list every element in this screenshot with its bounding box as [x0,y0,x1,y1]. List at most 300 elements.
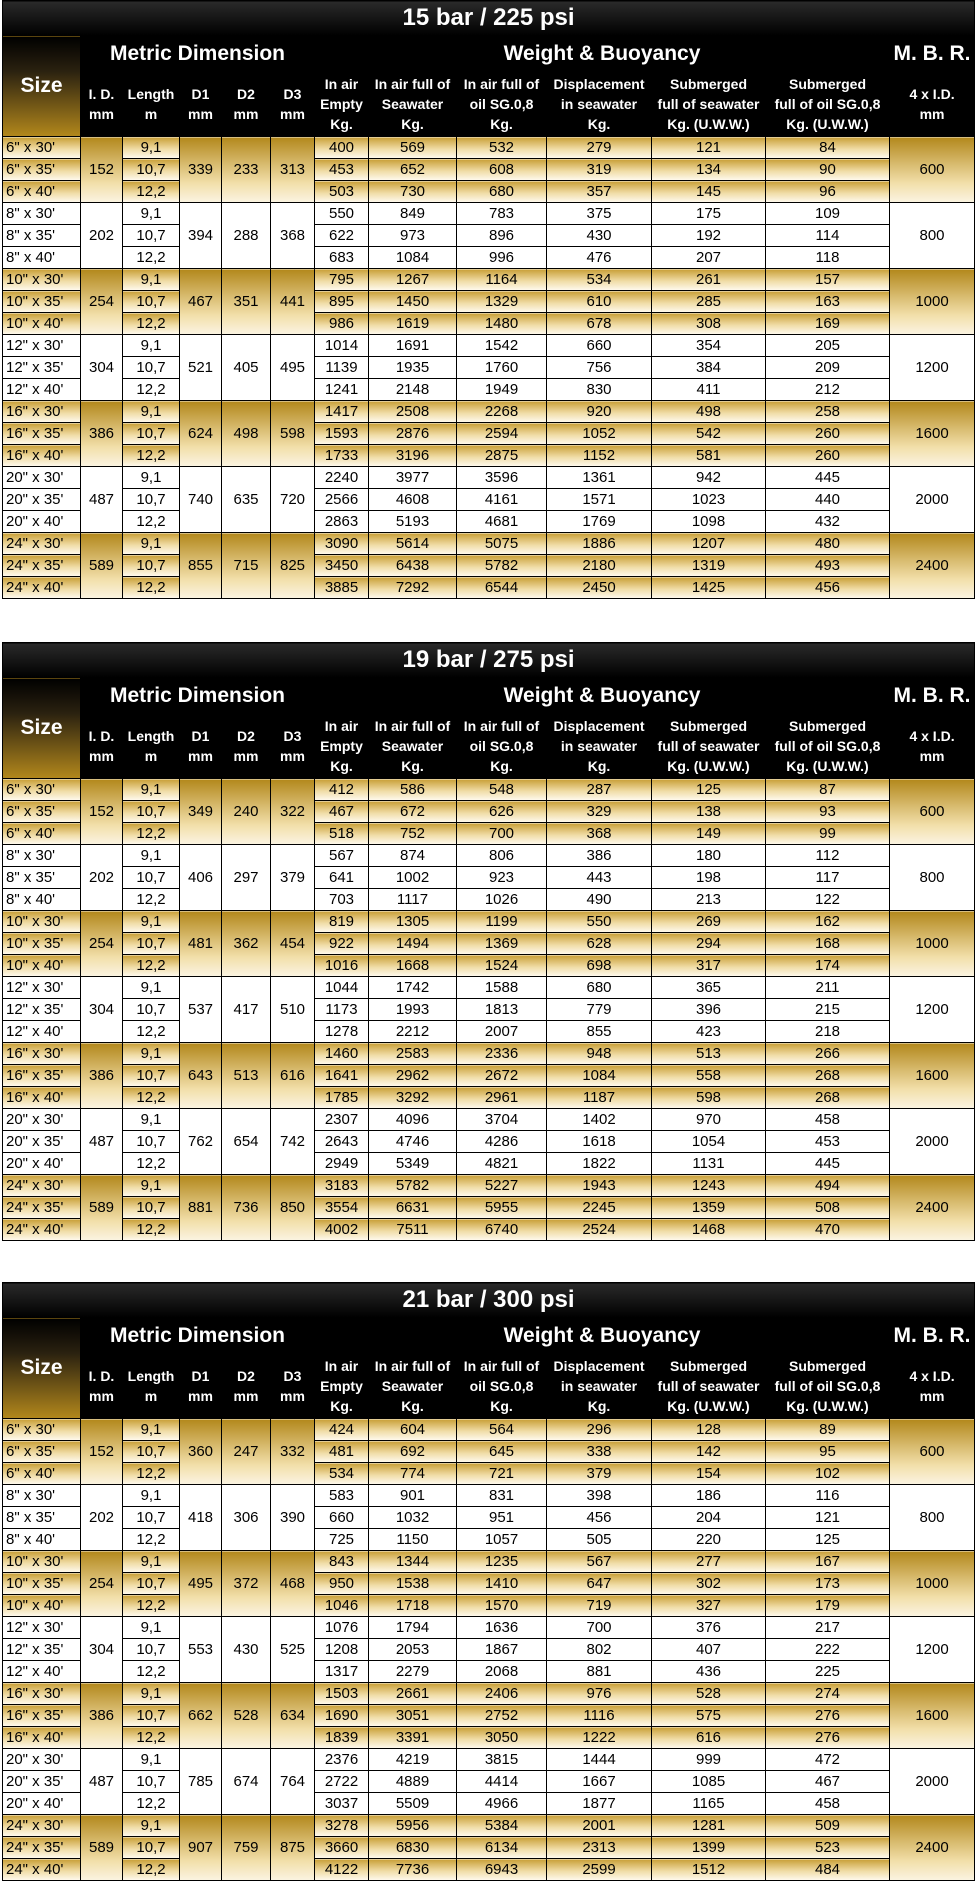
size-cell: 24" x 35' [3,1837,81,1859]
length-cell: 12,2 [123,313,180,335]
size-cell: 16" x 35' [3,1065,81,1087]
displacement-cell: 490 [547,889,652,911]
size-header: Size [3,678,81,779]
length-cell: 12,2 [123,445,180,467]
pressure-table [2,1282,975,1881]
in-air-seawater-cell: 6631 [369,1197,457,1219]
in-air-seawater-cell: 1619 [369,313,457,335]
submerged-oil-header-line: Submerged [788,76,866,92]
table-row [3,489,975,511]
column-header-row [3,1354,975,1419]
in-air-oil-cell: 1369 [457,933,547,955]
submerged-oil-cell: 87 [766,779,890,801]
submerged-seawater-cell: 142 [652,1441,766,1463]
in-air-seawater-cell: 3977 [369,467,457,489]
d3-cell: 332 [271,1419,315,1485]
in-air-oil-cell: 5384 [457,1815,547,1837]
size-cell: 16" x 30' [3,1683,81,1705]
column-header-row [3,72,975,137]
in-air-oil-cell: 5227 [457,1175,547,1197]
in-air-empty-cell: 467 [315,801,369,823]
size-cell: 6" x 35' [3,159,81,181]
submerged-seawater-header-line: Submerged [669,718,747,734]
in-air-seawater-cell: 3391 [369,1727,457,1749]
in-air-empty-cell: 1641 [315,1065,369,1087]
table-row [3,1507,975,1529]
inner-diameter-cell: 589 [81,1175,123,1241]
inner-diameter-cell: 589 [81,1815,123,1881]
table-row [3,1639,975,1661]
id-header-line: mm [89,106,114,122]
table-title: 15 bar / 225 psi [3,1,975,36]
displacement-cell: 279 [547,137,652,159]
submerged-oil-cell: 445 [766,467,890,489]
submerged-seawater-cell: 365 [652,977,766,999]
group-header-row [3,36,975,72]
in-air-seawater-cell: 730 [369,181,457,203]
submerged-oil-cell: 494 [766,1175,890,1197]
table-row [3,1595,975,1617]
in-air-oil-cell: 1867 [457,1639,547,1661]
in-air-seawater-cell: 4889 [369,1771,457,1793]
size-cell: 20" x 30' [3,1109,81,1131]
in-air-empty-cell: 2949 [315,1153,369,1175]
in-air-empty-cell: 795 [315,269,369,291]
size-cell: 24" x 40' [3,1859,81,1881]
displacement-cell: 660 [547,335,652,357]
length-header-line: Length [127,86,175,102]
d2-cell: 240 [222,779,271,845]
in-air-oil-cell: 1636 [457,1617,547,1639]
displacement-header [547,1354,652,1419]
displacement-cell: 550 [547,911,652,933]
submerged-oil-cell: 95 [766,1441,890,1463]
in-air-empty-cell: 1208 [315,1639,369,1661]
table-title: 21 bar / 300 psi [3,1283,975,1318]
in-air-seawater-header-line: Kg. [401,1398,424,1414]
table-row [3,999,975,1021]
in-air-empty-header-line: Empty [320,96,363,112]
table-row [3,845,975,867]
displacement-cell: 1084 [547,1065,652,1087]
in-air-seawater-cell: 5509 [369,1793,457,1815]
displacement-cell: 1152 [547,445,652,467]
table-row [3,1131,975,1153]
submerged-oil-cell: 125 [766,1529,890,1551]
submerged-oil-cell: 266 [766,1043,890,1065]
in-air-seawater-cell: 2279 [369,1661,457,1683]
submerged-seawater-cell: 1023 [652,489,766,511]
length-cell: 9,1 [123,467,180,489]
in-air-seawater-cell: 4219 [369,1749,457,1771]
in-air-seawater-cell: 3292 [369,1087,457,1109]
in-air-empty-cell: 1016 [315,955,369,977]
submerged-oil-header-line: Submerged [788,718,866,734]
d3-cell: 468 [271,1551,315,1617]
d3-cell: 313 [271,137,315,203]
displacement-cell: 2524 [547,1219,652,1241]
displacement-cell: 2001 [547,1815,652,1837]
length-cell: 12,2 [123,823,180,845]
size-cell: 24" x 35' [3,1197,81,1219]
submerged-seawater-cell: 423 [652,1021,766,1043]
in-air-oil-cell: 4161 [457,489,547,511]
length-cell: 12,2 [123,181,180,203]
displacement-cell: 920 [547,401,652,423]
inner-diameter-cell: 254 [81,269,123,335]
d2-cell: 430 [222,1617,271,1683]
table-row [3,1705,975,1727]
length-cell: 10,7 [123,1507,180,1529]
submerged-seawater-cell: 186 [652,1485,766,1507]
submerged-oil-header-line: full of oil SG.0,8 [774,1378,881,1394]
in-air-seawater-cell: 1344 [369,1551,457,1573]
submerged-seawater-cell: 154 [652,1463,766,1485]
in-air-empty-header-line: In air [324,76,359,92]
mbr-cell: 1200 [890,1617,975,1683]
mbr-cell: 2000 [890,467,975,533]
in-air-oil-cell: 564 [457,1419,547,1441]
table-row [3,1021,975,1043]
length-cell: 12,2 [123,1021,180,1043]
submerged-oil-cell: 260 [766,445,890,467]
size-cell: 10" x 40' [3,955,81,977]
size-cell: 24" x 40' [3,1219,81,1241]
submerged-seawater-cell: 970 [652,1109,766,1131]
in-air-seawater-header-line: In air full of [374,718,451,734]
d2-header [222,714,271,779]
size-cell: 10" x 40' [3,1595,81,1617]
in-air-empty-cell: 1733 [315,445,369,467]
in-air-oil-cell: 2268 [457,401,547,423]
size-cell: 12" x 30' [3,335,81,357]
d1-cell: 762 [180,1109,222,1175]
length-cell: 9,1 [123,845,180,867]
size-cell: 12" x 40' [3,1021,81,1043]
in-air-oil-cell: 6740 [457,1219,547,1241]
mbr-cell: 800 [890,203,975,269]
length-header [123,714,180,779]
in-air-oil-cell: 1570 [457,1595,547,1617]
submerged-seawater-cell: 1054 [652,1131,766,1153]
mbr-cell: 600 [890,779,975,845]
in-air-oil-cell: 6134 [457,1837,547,1859]
length-cell: 9,1 [123,1485,180,1507]
in-air-oil-cell: 4414 [457,1771,547,1793]
d2-cell: 233 [222,137,271,203]
in-air-empty-cell: 503 [315,181,369,203]
in-air-empty-cell: 819 [315,911,369,933]
in-air-seawater-header-line: Seawater [381,96,444,112]
submerged-seawater-cell: 1085 [652,1771,766,1793]
mbr-header: M. B. R. [890,36,975,72]
mbr-cell: 1600 [890,1043,975,1109]
in-air-oil-cell: 1026 [457,889,547,911]
in-air-seawater-cell: 672 [369,801,457,823]
length-cell: 10,7 [123,1771,180,1793]
d1-cell: 643 [180,1043,222,1109]
inner-diameter-cell: 589 [81,533,123,599]
in-air-oil-header [457,1354,547,1419]
size-cell: 12" x 30' [3,977,81,999]
in-air-seawater-cell: 2053 [369,1639,457,1661]
submerged-seawater-cell: 396 [652,999,766,1021]
displacement-cell: 505 [547,1529,652,1551]
in-air-oil-cell: 1199 [457,911,547,933]
in-air-empty-header-line: Kg. [330,116,353,132]
submerged-seawater-cell: 294 [652,933,766,955]
size-cell: 8" x 40' [3,247,81,269]
displacement-cell: 779 [547,999,652,1021]
table-row [3,867,975,889]
submerged-oil-cell: 440 [766,489,890,511]
size-cell: 8" x 35' [3,1507,81,1529]
size-cell: 6" x 40' [3,181,81,203]
submerged-oil-cell: 116 [766,1485,890,1507]
in-air-empty-cell: 1173 [315,999,369,1021]
length-cell: 12,2 [123,247,180,269]
submerged-seawater-header-line: full of seawater [657,738,760,754]
in-air-oil-cell: 783 [457,203,547,225]
d3-cell: 368 [271,203,315,269]
mbr-cell: 2400 [890,533,975,599]
weight-buoyancy-header: Weight & Buoyancy [315,678,890,714]
size-cell: 6" x 30' [3,1419,81,1441]
table-row [3,977,975,999]
in-air-empty-cell: 534 [315,1463,369,1485]
length-header [123,1354,180,1419]
length-cell: 12,2 [123,1793,180,1815]
submerged-seawater-cell: 542 [652,423,766,445]
submerged-seawater-cell: 1165 [652,1793,766,1815]
in-air-seawater-cell: 4746 [369,1131,457,1153]
length-cell: 9,1 [123,203,180,225]
in-air-seawater-cell: 5349 [369,1153,457,1175]
in-air-oil-header-line: In air full of [463,76,540,92]
submerged-seawater-cell: 581 [652,445,766,467]
size-header: Size [3,1318,81,1419]
in-air-oil-cell: 2961 [457,1087,547,1109]
submerged-seawater-cell: 269 [652,911,766,933]
in-air-empty-cell: 3037 [315,1793,369,1815]
group-header-row [3,678,975,714]
submerged-seawater-cell: 327 [652,1595,766,1617]
inner-diameter-cell: 386 [81,1683,123,1749]
inner-diameter-cell: 152 [81,779,123,845]
length-header-line: Length [127,1368,175,1384]
mbr-cell: 800 [890,845,975,911]
submerged-oil-cell: 109 [766,203,890,225]
table-row [3,1837,975,1859]
inner-diameter-cell: 386 [81,401,123,467]
submerged-oil-header-line: Kg. (U.W.W.) [786,116,869,132]
in-air-oil-header-line: In air full of [463,718,540,734]
displacement-cell: 855 [547,1021,652,1043]
submerged-oil-cell: 211 [766,977,890,999]
length-cell: 10,7 [123,1131,180,1153]
displacement-cell: 2245 [547,1197,652,1219]
d3-header-line: mm [280,1388,305,1404]
submerged-oil-cell: 467 [766,1771,890,1793]
mbr-header: M. B. R. [890,1318,975,1354]
table-row [3,823,975,845]
in-air-empty-header-line: Kg. [330,1398,353,1414]
in-air-oil-cell: 1760 [457,357,547,379]
submerged-oil-cell: 99 [766,823,890,845]
mbr-cell: 1200 [890,335,975,401]
displacement-header-line: Kg. [587,116,611,132]
size-cell: 24" x 40' [3,577,81,599]
d2-cell: 736 [222,1175,271,1241]
d1-cell: 907 [180,1815,222,1881]
in-air-empty-cell: 660 [315,1507,369,1529]
mbr-sub-header-line: mm [919,1388,945,1404]
size-cell: 8" x 30' [3,845,81,867]
d3-header [271,714,315,779]
d3-cell: 322 [271,779,315,845]
in-air-empty-cell: 412 [315,779,369,801]
submerged-oil-header-line: full of oil SG.0,8 [774,96,881,112]
d1-cell: 495 [180,1551,222,1617]
size-cell: 6" x 35' [3,801,81,823]
d2-cell: 288 [222,203,271,269]
in-air-seawater-cell: 5614 [369,533,457,555]
length-cell: 10,7 [123,1837,180,1859]
length-cell: 12,2 [123,577,180,599]
in-air-oil-cell: 896 [457,225,547,247]
in-air-oil-cell: 1235 [457,1551,547,1573]
submerged-seawater-header-line: Submerged [669,76,747,92]
size-header: Size [3,36,81,137]
in-air-empty-cell: 4122 [315,1859,369,1881]
submerged-seawater-header-line: Submerged [669,1358,747,1374]
in-air-empty-cell: 3554 [315,1197,369,1219]
in-air-empty-cell: 895 [315,291,369,313]
in-air-empty-cell: 2643 [315,1131,369,1153]
d3-cell: 379 [271,845,315,911]
in-air-empty-cell: 1839 [315,1727,369,1749]
length-header-line: m [144,106,158,122]
submerged-oil-cell: 260 [766,423,890,445]
submerged-oil-cell: 456 [766,577,890,599]
d1-cell: 740 [180,467,222,533]
length-header [123,72,180,137]
d1-cell: 662 [180,1683,222,1749]
displacement-cell: 719 [547,1595,652,1617]
in-air-oil-cell: 1480 [457,313,547,335]
length-header-line: m [144,748,158,764]
in-air-oil-header-line: oil SG.0,8 [469,1378,534,1394]
submerged-seawater-cell: 261 [652,269,766,291]
in-air-empty-header [315,72,369,137]
d1-cell: 339 [180,137,222,203]
length-cell: 9,1 [123,1815,180,1837]
in-air-oil-cell: 923 [457,867,547,889]
displacement-cell: 375 [547,203,652,225]
displacement-cell: 1943 [547,1175,652,1197]
d1-cell: 624 [180,401,222,467]
length-header-line: m [144,1388,158,1404]
table-row [3,1087,975,1109]
submerged-seawater-cell: 616 [652,1727,766,1749]
d3-cell: 598 [271,401,315,467]
in-air-seawater-cell: 569 [369,137,457,159]
in-air-oil-cell: 1813 [457,999,547,1021]
mbr-cell: 1000 [890,269,975,335]
displacement-cell: 1769 [547,511,652,533]
in-air-empty-cell: 703 [315,889,369,911]
displacement-cell: 1402 [547,1109,652,1131]
length-cell: 12,2 [123,1529,180,1551]
d1-cell: 881 [180,1175,222,1241]
in-air-empty-cell: 518 [315,823,369,845]
in-air-oil-cell: 3704 [457,1109,547,1131]
in-air-empty-cell: 1460 [315,1043,369,1065]
in-air-seawater-header-line: In air full of [374,76,451,92]
size-cell: 8" x 30' [3,1485,81,1507]
size-cell: 10" x 30' [3,269,81,291]
in-air-empty-cell: 3090 [315,533,369,555]
table-row [3,1727,975,1749]
id-header-line: mm [89,1388,114,1404]
inner-diameter-cell: 254 [81,911,123,977]
displacement-cell: 610 [547,291,652,313]
submerged-seawater-cell: 942 [652,467,766,489]
pressure-table [2,0,975,599]
displacement-cell: 948 [547,1043,652,1065]
d1-cell: 360 [180,1419,222,1485]
submerged-oil-cell: 523 [766,1837,890,1859]
displacement-cell: 430 [547,225,652,247]
size-cell: 10" x 30' [3,911,81,933]
length-cell: 10,7 [123,933,180,955]
in-air-seawater-cell: 1032 [369,1507,457,1529]
mbr-cell: 1600 [890,1683,975,1749]
in-air-seawater-header-line: Kg. [401,758,424,774]
submerged-oil-header [766,72,890,137]
table-row [3,533,975,555]
table-row [3,1109,975,1131]
in-air-empty-cell: 1076 [315,1617,369,1639]
in-air-oil-cell: 2594 [457,423,547,445]
in-air-empty-cell: 986 [315,313,369,335]
d2-cell: 528 [222,1683,271,1749]
in-air-empty-cell: 481 [315,1441,369,1463]
submerged-seawater-cell: 1425 [652,577,766,599]
in-air-oil-cell: 700 [457,823,547,845]
size-cell: 16" x 30' [3,401,81,423]
in-air-empty-cell: 2722 [315,1771,369,1793]
length-cell: 12,2 [123,1219,180,1241]
displacement-cell: 881 [547,1661,652,1683]
submerged-oil-cell: 163 [766,291,890,313]
in-air-seawater-cell: 1084 [369,247,457,269]
table-row [3,1175,975,1197]
displacement-cell: 628 [547,933,652,955]
submerged-oil-cell: 480 [766,533,890,555]
d3-cell: 525 [271,1617,315,1683]
d3-cell: 764 [271,1749,315,1815]
table-row [3,577,975,599]
size-cell: 20" x 35' [3,1771,81,1793]
d2-cell: 351 [222,269,271,335]
submerged-oil-cell: 121 [766,1507,890,1529]
length-cell: 10,7 [123,1639,180,1661]
size-cell: 24" x 30' [3,1815,81,1837]
d1-header-line: mm [188,1388,213,1404]
table-row [3,779,975,801]
submerged-oil-header-line: Submerged [788,1358,866,1374]
